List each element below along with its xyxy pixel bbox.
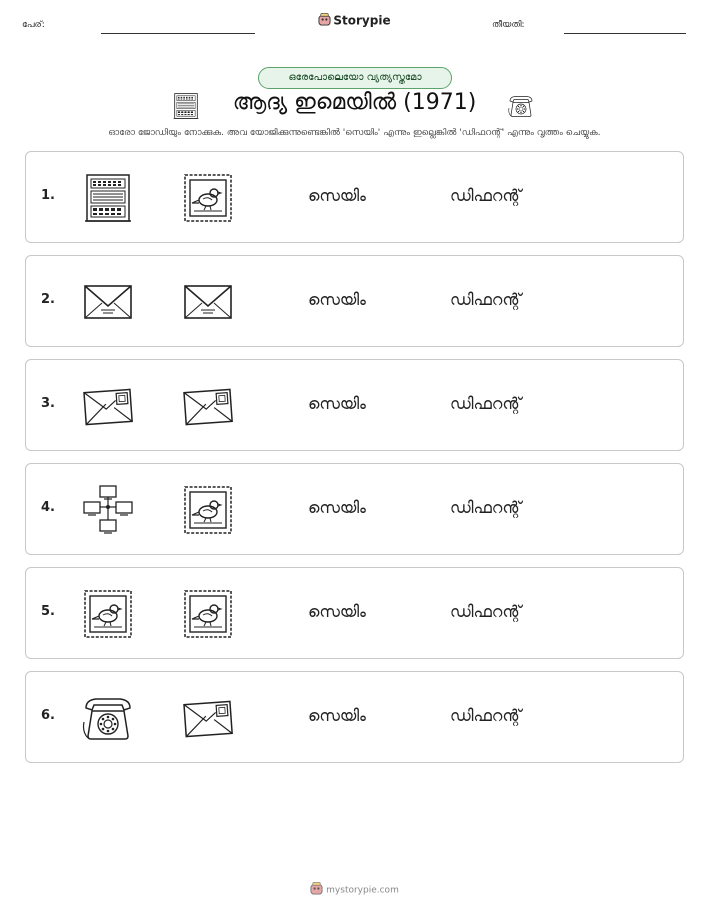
same-option[interactable]: സെയിം — [308, 602, 366, 621]
different-option[interactable]: ഡിഫറന്റ് — [450, 394, 522, 413]
telephone-icon — [507, 93, 535, 123]
instructions: ഓരോ ജോഡിയും നോക്കുക. അവ യോജിക്കുന്നുണ്ടെങ്കിൽ 'സെയിം' എന്നും ഇല്ലെങ്കിൽ 'ഡിഫറന്റ്' എന്നും വൃത്തം ചെയ്യുക. — [108, 128, 601, 138]
different-option[interactable]: ഡിഫറന്റ് — [450, 186, 522, 205]
footer — [0, 882, 709, 898]
question-row — [25, 151, 684, 243]
brand — [0, 13, 709, 29]
question-number: 2. — [41, 292, 55, 307]
same-option[interactable]: സെയിം — [308, 186, 366, 205]
date-field[interactable] — [564, 33, 686, 34]
question-row — [25, 359, 684, 451]
stamp-icon — [182, 484, 234, 536]
same-option[interactable]: സെയിം — [308, 706, 366, 725]
page-title: ആദ്യ ഇമെയിൽ (1971) — [232, 90, 477, 115]
question-row — [25, 567, 684, 659]
different-option[interactable]: ഡിഫറന്റ് — [450, 706, 522, 725]
stamp-icon — [182, 172, 234, 224]
envelope-icon — [182, 276, 234, 328]
different-option[interactable]: ഡിഫറന്റ് — [450, 290, 522, 309]
question-row — [25, 671, 684, 763]
same-option[interactable]: സെയിം — [308, 498, 366, 517]
question-number: 3. — [41, 396, 55, 411]
stamped-envelope-icon — [82, 380, 134, 432]
storypie-logo-icon — [318, 13, 331, 29]
same-option[interactable]: സെയിം — [308, 394, 366, 413]
name-label: പേര്: — [22, 20, 45, 30]
envelope-icon — [82, 276, 134, 328]
worksheet-type-badge: ഒരേപോലെയോ വ്യത്യസ്തമോ — [258, 67, 452, 89]
telephone-icon — [82, 692, 134, 744]
brand-name: Storypie — [333, 13, 391, 28]
footer-link[interactable]: mystorypie.com — [326, 885, 399, 896]
question-row — [25, 463, 684, 555]
date-label: തീയതി: — [492, 20, 525, 30]
question-row — [25, 255, 684, 347]
question-number: 6. — [41, 708, 55, 723]
name-field[interactable] — [101, 33, 255, 34]
computer-icon — [82, 172, 134, 224]
question-number: 4. — [41, 500, 55, 515]
network-icon — [82, 484, 134, 536]
stamped-envelope-icon — [182, 692, 234, 744]
question-number: 5. — [41, 604, 55, 619]
different-option[interactable]: ഡിഫറന്റ് — [450, 498, 522, 517]
different-option[interactable]: ഡിഫറന്റ് — [450, 602, 522, 621]
stamp-icon — [82, 588, 134, 640]
stamped-envelope-icon — [182, 380, 234, 432]
same-option[interactable]: സെയിം — [308, 290, 366, 309]
storypie-logo-icon — [310, 882, 323, 898]
stamp-icon — [182, 588, 234, 640]
question-number: 1. — [41, 188, 55, 203]
